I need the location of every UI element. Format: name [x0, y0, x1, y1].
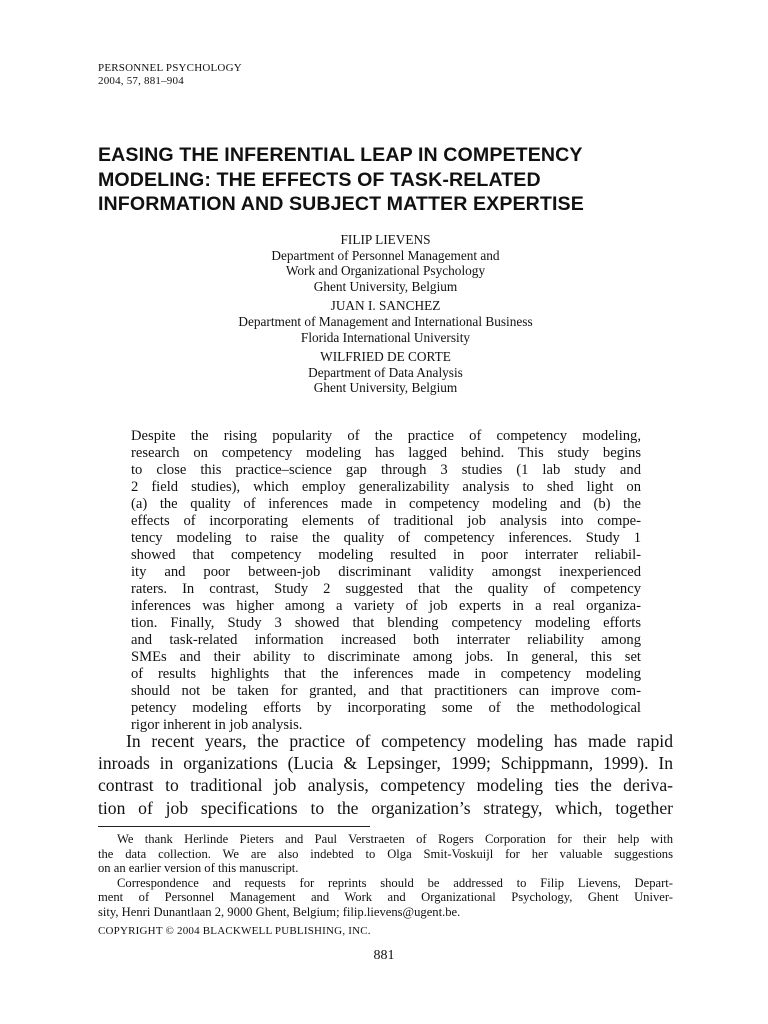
abstract-line: tency modeling to raise the quality of competency inferences. Study 1: [131, 530, 641, 546]
journal-name: PERSONNEL PSYCHOLOGY: [98, 62, 242, 74]
author-name: JUAN I. SANCHEZ: [330, 298, 441, 314]
author-affiliation: Department of Personnel Management and: [271, 247, 500, 263]
title-line: INFORMATION AND SUBJECT MATTER EXPERTISE: [98, 193, 584, 215]
footnote-line: Correspondence and requests for reprints should be addressed to Filip Lievens, Depart-: [117, 875, 673, 890]
footnotes: [98, 832, 673, 920]
author-name: FILIP LIEVENS: [340, 232, 431, 247]
abstract-line: to close this practice–science gap through 3 studies (1 lab study and: [131, 462, 641, 478]
author-list: [98, 232, 673, 396]
abstract-line: and task-related information increased both interrater reliability among: [131, 632, 641, 648]
author-block: [98, 298, 673, 345]
abstract-line: of results highlights that the inferences made in competency modeling: [131, 666, 641, 682]
author-affiliation: Ghent University, Belgium: [313, 380, 458, 396]
abstract-line: research on competency modeling has lagged behind. This study begins: [131, 445, 641, 461]
footnote-line: sity, Henri Dunantlaan 2, 9000 Ghent, Belgium; filip.lievens@ugent.be.: [98, 904, 461, 919]
correspondence-footnote: [98, 876, 673, 920]
author-affiliation: Ghent University, Belgium: [313, 278, 458, 294]
body-line: tion of job specifications to the organization’s strategy, which, together: [98, 797, 673, 818]
body-paragraph: [98, 730, 673, 819]
abstract-line: should not be taken for granted, and that practitioners can improve com-: [131, 683, 641, 699]
acknowledgement-footnote: [98, 832, 673, 876]
copyright-notice: COPYRIGHT © 2004 BLACKWELL PUBLISHING, INC.: [98, 925, 371, 937]
author-affiliation: Department of Management and International Business: [238, 313, 533, 329]
article-title: [98, 143, 678, 217]
abstract-line: SMEs and their ability to discriminate among jobs. In general, this set: [131, 649, 641, 665]
body-line: inroads in organizations (Lucia & Lepsinger, 1999; Schippmann, 1999). In: [98, 753, 673, 774]
abstract-line: raters. In contrast, Study 2 suggested that the quality of competency: [131, 581, 641, 597]
page-number: 881: [373, 948, 395, 963]
abstract-line: effects of incorporating elements of traditional job analysis into compe-: [131, 513, 641, 529]
title-line: MODELING: THE EFFECTS OF TASK-RELATED: [98, 168, 541, 191]
body-line: contrast to traditional job analysis, competency modeling ties the deriva-: [98, 775, 673, 796]
journal-citation: 2004, 57, 881–904: [98, 75, 184, 87]
abstract-line: ity and poor between-job discriminant validity amongst inexperienced: [131, 564, 641, 580]
journal-header: [98, 62, 242, 88]
body-line: In recent years, the practice of competency modeling has made rapid: [126, 731, 673, 751]
abstract-line: rigor inherent in job analysis.: [131, 717, 303, 733]
author-name: WILFRIED DE CORTE: [320, 349, 451, 365]
author-block: [98, 232, 673, 294]
abstract-line: 2 field studies), which employ generalizability analysis to shed light on: [131, 479, 641, 495]
author-block: [98, 349, 673, 396]
author-affiliation: Florida International University: [300, 329, 471, 345]
abstract-line: petency modeling efforts by incorporating some of the methodological: [131, 700, 641, 716]
author-affiliation: Department of Data Analysis: [308, 364, 463, 380]
abstract-line: showed that competency modeling resulted in poor interrater reliabil-: [131, 547, 641, 563]
abstract-line: tion. Finally, Study 3 showed that blending competency modeling efforts: [131, 615, 641, 631]
footnote-line: the data collection. We are also indebted to Olga Smit-Voskuijl for her valuable suggestions: [98, 846, 673, 861]
footnote-line: on an earlier version of this manuscript.: [98, 861, 299, 876]
footnote-line: We thank Herlinde Pieters and Paul Verstraeten of Rogers Corporation for their help with: [117, 832, 673, 846]
footnote-line: ment of Personnel Management and Work and Organizational Psychology, Ghent Univer-: [98, 890, 673, 905]
abstract-line: (a) the quality of inferences made in competency modeling and (b) the: [131, 496, 641, 512]
abstract-line: Despite the rising popularity of the practice of competency modeling,: [131, 428, 641, 444]
abstract-line: inferences was higher among a variety of job experts in a real organiza-: [131, 598, 641, 614]
footnote-divider: [98, 826, 370, 827]
abstract: [131, 428, 641, 734]
author-affiliation: Work and Organizational Psychology: [285, 263, 486, 279]
title-line: EASING THE INFERENTIAL LEAP IN COMPETENCY: [98, 144, 583, 166]
